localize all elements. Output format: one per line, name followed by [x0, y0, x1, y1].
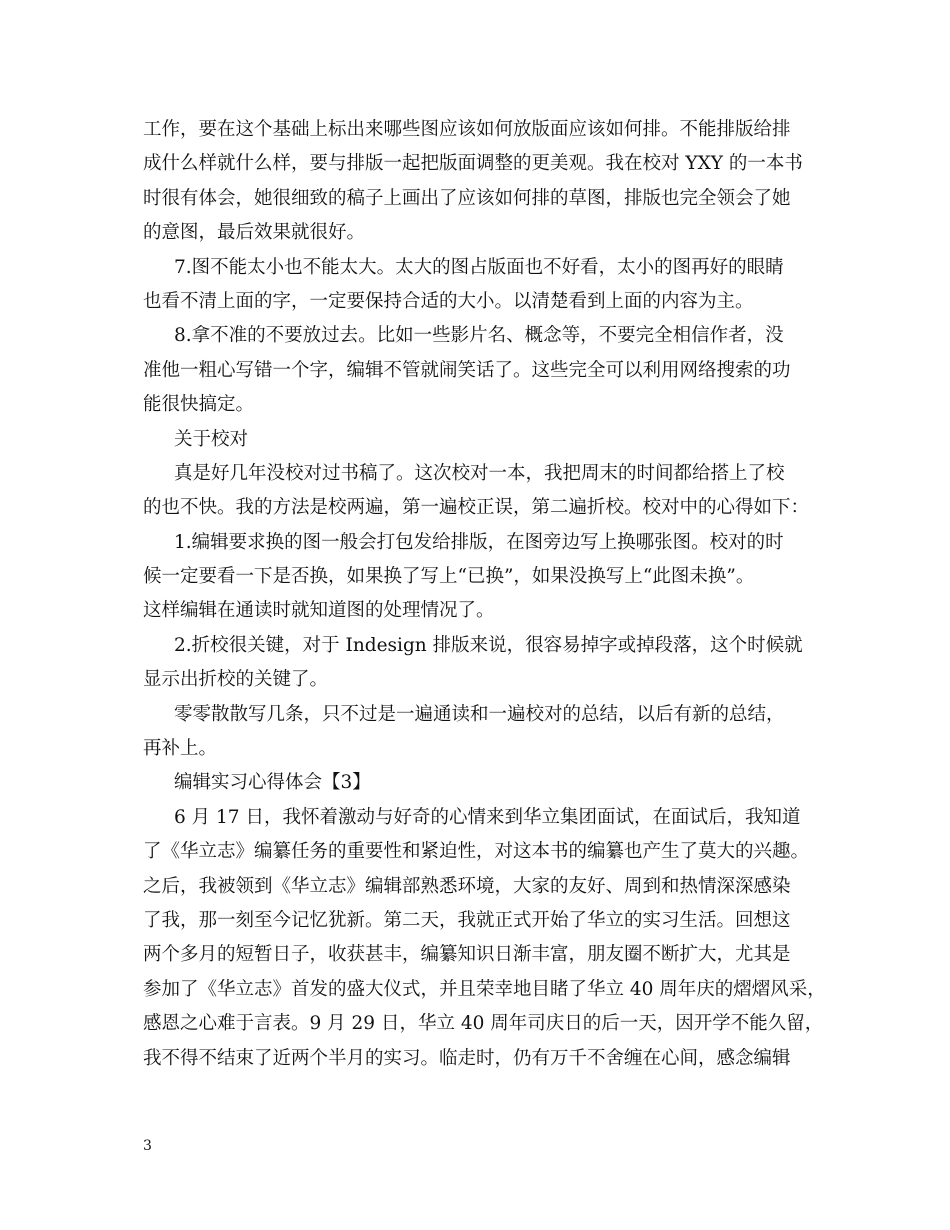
text-line: 8.拿不准的不要放过去。比如一些影片名、概念等，不要完全相信作者，没: [174, 325, 784, 347]
text-line: 1.编辑要求换的图一般会打包发给排版，在图旁边写上换哪张图。校对的时: [174, 531, 784, 553]
text-line: 时很有体会，她很细致的稿子上画出了应该如何排的草图，排版也完全领会了她: [143, 187, 791, 209]
text-line: 感恩之心难于言表。9 月 29 日，华立 40 周年司庆日的后一天，因开学不能久留，: [143, 1013, 824, 1035]
text-line: 编辑实习心得体会【3】: [174, 772, 371, 794]
text-line: 我不得不结束了近两个半月的实习。临走时，仍有万千不舍缠在心间，感念编辑: [143, 1047, 791, 1069]
text-line: 的意图，最后效果就很好。: [143, 222, 366, 244]
text-line: 成什么样就什么样，要与排版一起把版面调整的更美观。我在校对 YXY 的一本书: [143, 153, 803, 175]
text-line: 关于校对: [174, 428, 249, 450]
text-line: 之后，我被领到《华立志》编辑部熟悉环境，大家的友好、周到和热情深深感染: [143, 875, 791, 897]
text-line: 再补上。: [143, 738, 218, 760]
text-line: 也看不清上面的字，一定要保持合适的大小。以清楚看到上面的内容为主。: [143, 290, 754, 312]
text-line: 了我，那一刻至今记忆犹新。第二天，我就正式开始了华立的实习生活。回想这: [143, 909, 791, 931]
text-line: 零零散散写几条，只不过是一遍通读和一遍校对的总结，以后有新的总结，: [174, 703, 785, 725]
text-line: 候一定要看一下是否换，如果换了写上“已换”，如果没换写上“此图未换”。: [143, 566, 755, 588]
text-line: 准他一粗心写错一个字，编辑不管就闹笑话了。这些完全可以利用网络搜索的功: [143, 359, 791, 381]
text-line: 显示出折校的关键了。: [143, 669, 329, 691]
text-line: 6 月 17 日，我怀着激动与好奇的心情来到华立集团面试，在面试后，我知道: [174, 806, 801, 828]
text-line: 参加了《华立志》首发的盛大仪式，并且荣幸地目睹了华立 40 周年庆的熠熠风采，: [143, 978, 826, 1000]
body-text: [143, 113, 826, 1076]
page-number: 3: [143, 1138, 152, 1154]
text-line: 两个多月的短暂日子，收获甚丰，编纂知识日渐丰富，朋友圈不断扩大，尤其是: [143, 944, 791, 966]
text-line: 真是好几年没校对过书稿了。这次校对一本，我把周末的时间都给搭上了校: [174, 462, 785, 484]
text-line: 2.折校很关键，对于 Indesign 排版来说，很容易掉字或掉段落，这个时候就: [174, 634, 803, 656]
text-line: 的也不快。我的方法是校两遍，第一遍校正误，第二遍折校。校对中的心得如下：: [143, 497, 810, 519]
text-line: 这样编辑在通读时就知道图的处理情况了。: [143, 600, 495, 622]
text-line: 了《华立志》编纂任务的重要性和紧迫性，对这本书的编纂也产生了莫大的兴趣。: [143, 841, 810, 863]
text-line: 能很快搞定。: [143, 394, 255, 416]
text-line: 工作，要在这个基础上标出来哪些图应该如何放版面应该如何排。不能排版给排: [143, 119, 791, 140]
text-line: 7.图不能太小也不能太大。太大的图占版面也不好看，太小的图再好的眼睛: [174, 256, 784, 278]
